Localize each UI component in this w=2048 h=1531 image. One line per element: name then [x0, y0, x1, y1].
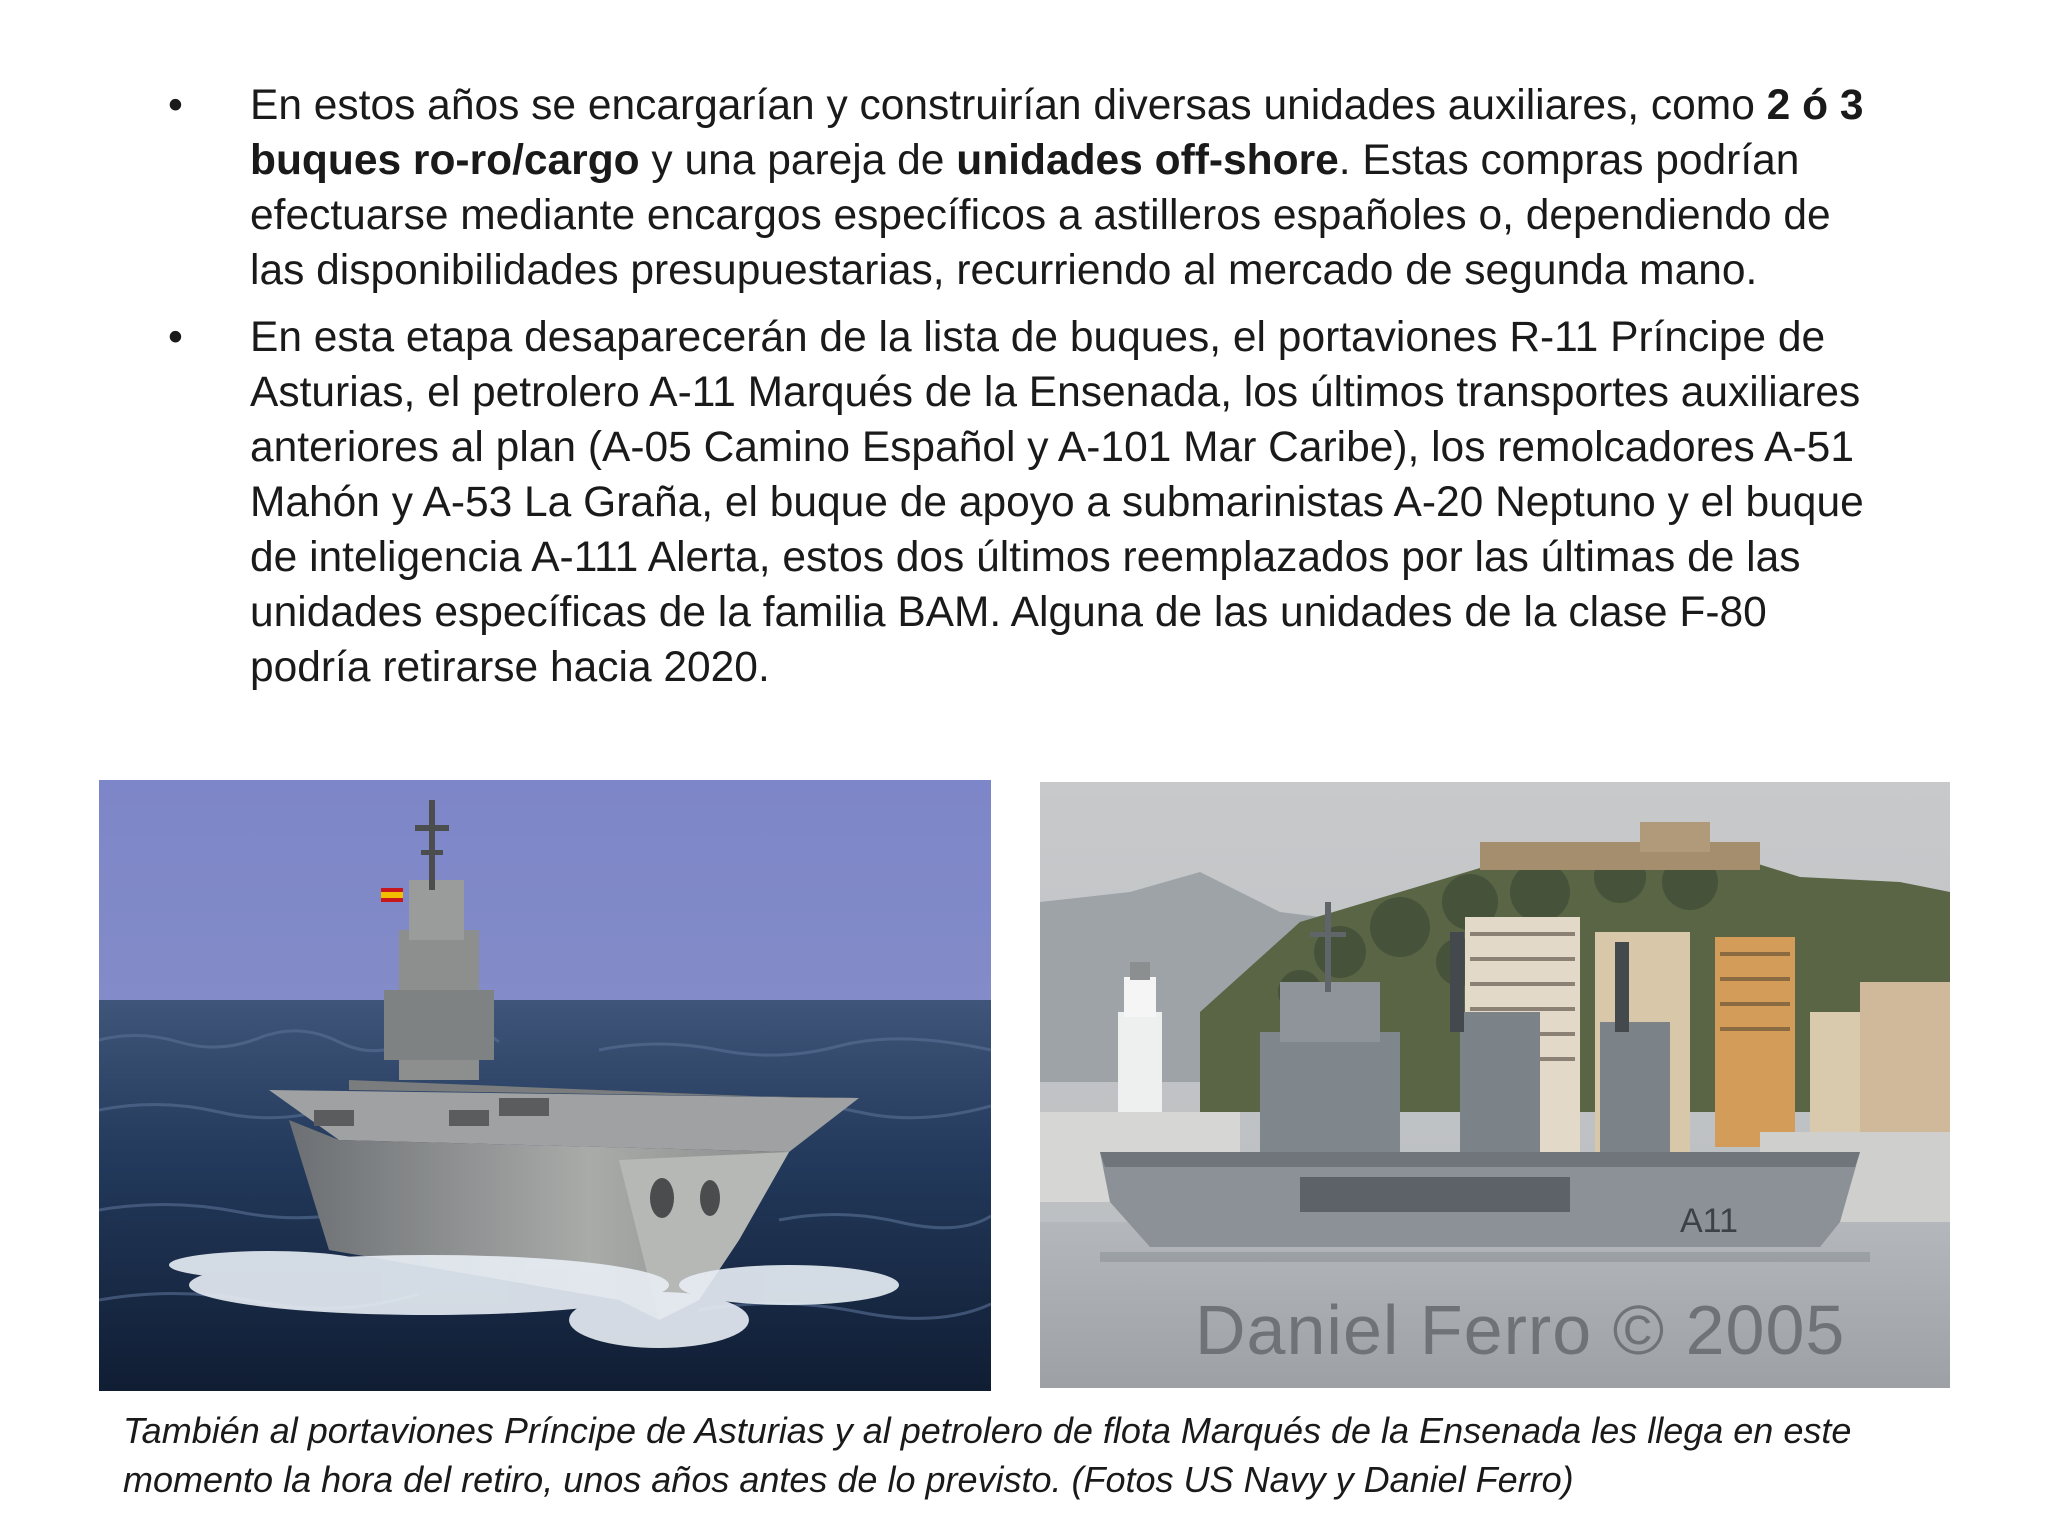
bold-run: 2 ó 3 buques ro-ro/cargo [250, 82, 1864, 184]
hull-number: A11 [1680, 1202, 1738, 1240]
bullet-marker: • [168, 82, 183, 129]
text-run: En estos años se encargarían y construirían diversas unidades auxiliares, como [250, 82, 1767, 129]
aircraft-carrier-illustration [99, 780, 991, 1391]
photo-caption: También al portaviones Príncipe de Asturias y al petrolero de flota Marqués de la Ensenada les llega en este momento la hora del retiro, unos años antes de lo previsto. (Fotos US Navy y Daniel Ferro) [123, 1410, 1852, 1500]
photo-watermark: Daniel Ferro © 2005 [1195, 1291, 1846, 1369]
bullet-list [168, 78, 1888, 707]
bullet-marker: • [168, 314, 183, 361]
text-run: . Estas compras podrían efectuarse mediante encargos específicos a astilleros españoles o, dependiendo de las disponibilidades presupuestarias, recurriendo al mercado de segunda mano. [250, 137, 1831, 294]
fleet-oiler-photo [1040, 782, 1950, 1388]
text-run: y una pareja de [639, 137, 957, 184]
bullet-item-2 [168, 310, 1888, 695]
bullet-item-1 [168, 78, 1888, 298]
bullet-text-2: En esta etapa desaparecerán de la lista de buques, el portaviones R-11 Príncipe de Asturias, el petrolero A-11 Marqués de la Ensenada, los últimos transportes auxiliares anteriores al plan (A-05 Camino Español y A-101 Mar Caribe), los remolcadores A-51 Mahón y A-53 La Graña, el buque de apoyo a submarinistas A-20 Neptuno y el buque de inteligencia A-111 Alerta, estos dos últimos reemplazados por las últimas de las unidades específicas de la familia BAM. Alguna de las unidades de la clase F-80 podría retirarse hacia 2020. [250, 314, 1864, 691]
aircraft-carrier-photo [99, 780, 991, 1391]
bullet-text-1 [250, 82, 1864, 294]
bold-run: unidades off-shore [956, 137, 1339, 184]
